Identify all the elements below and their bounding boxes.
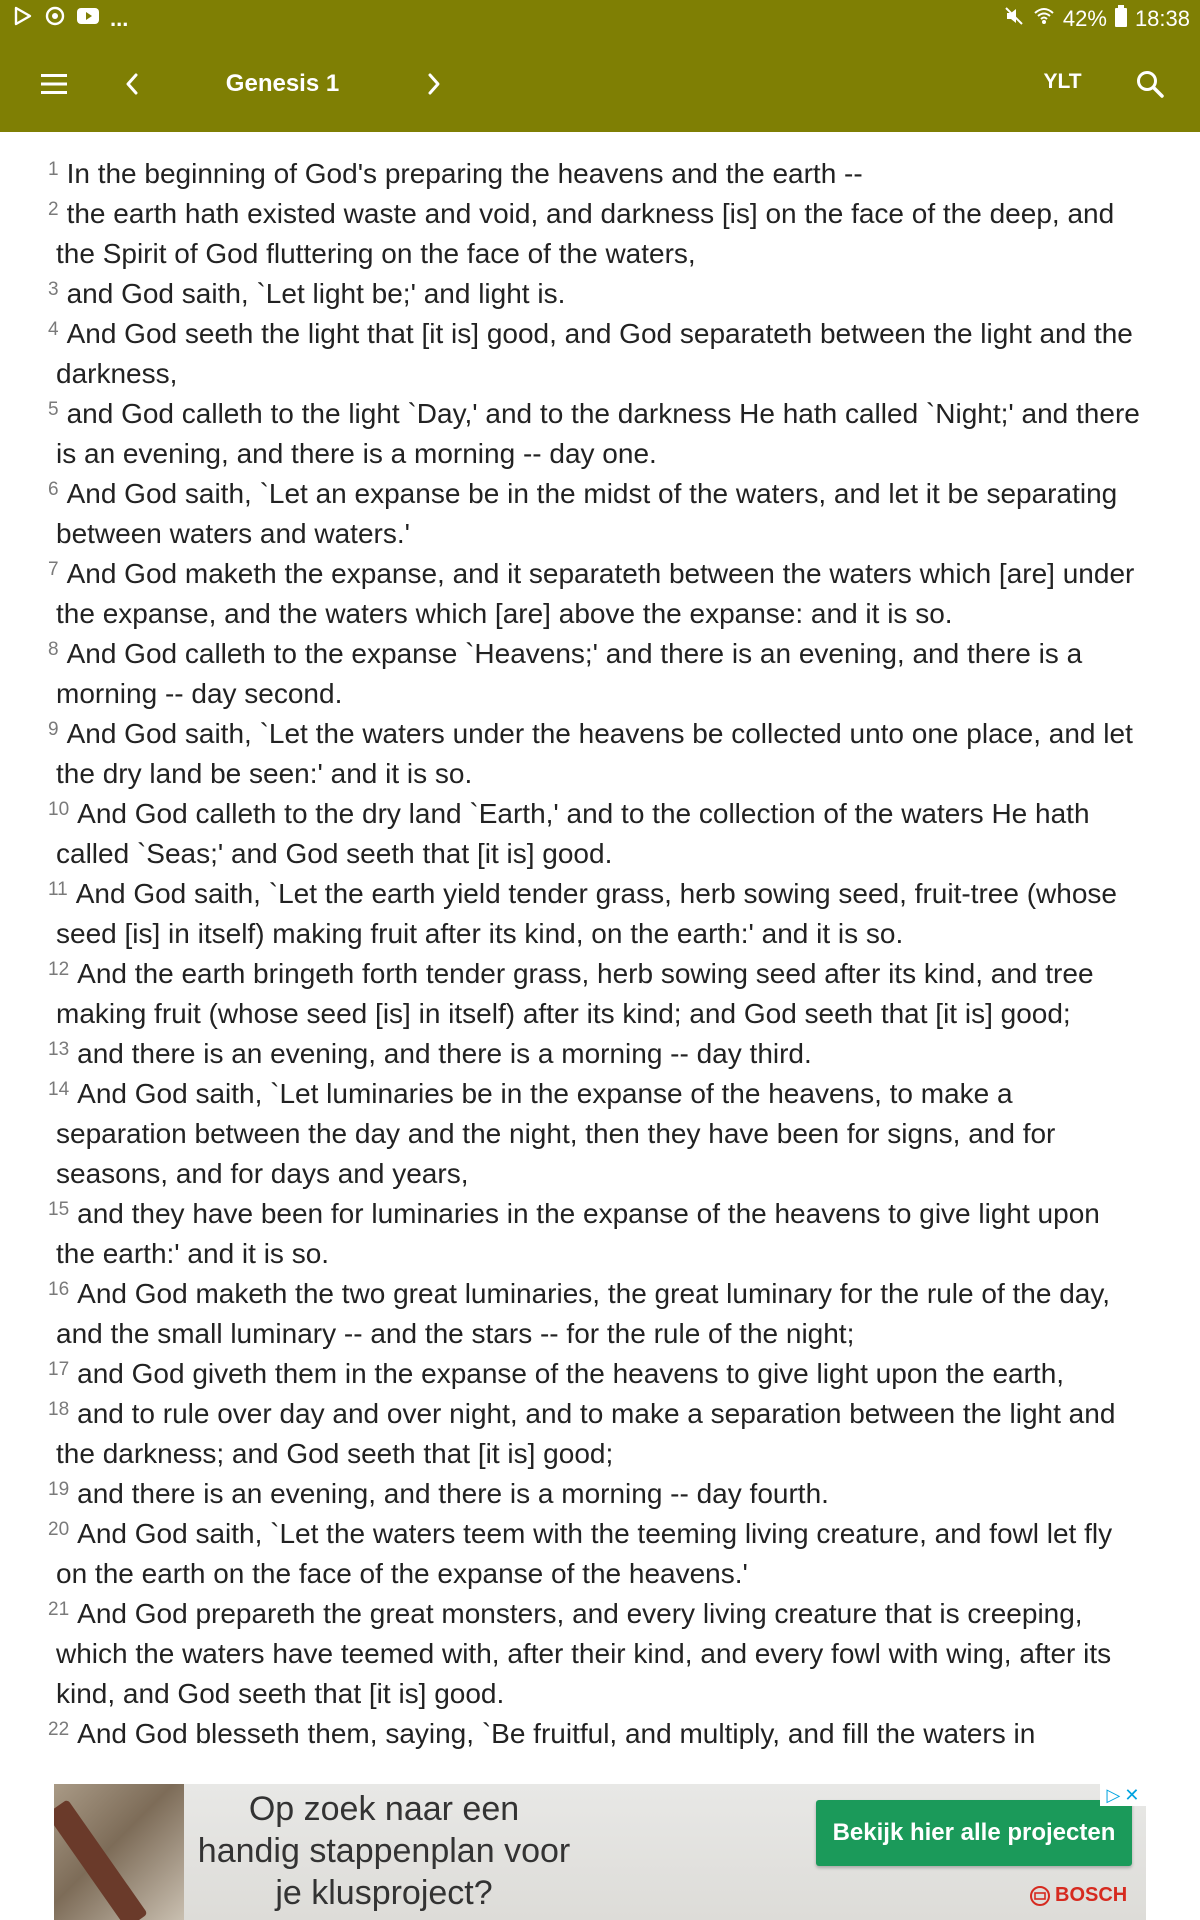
verse-text: And God calleth to the expanse `Heavens;' and there is an evening, and there is a morning -- day second. bbox=[56, 638, 1083, 709]
verse-number: 4 bbox=[48, 319, 59, 340]
verse[interactable] bbox=[48, 634, 1144, 714]
verse-text: And God maketh the expanse, and it separateth between the waters which [are] under the expanse, and the waters which [are] above the expanse: and it is so. bbox=[56, 558, 1135, 629]
next-chapter-button[interactable] bbox=[404, 54, 464, 114]
verse-number: 11 bbox=[48, 879, 68, 900]
verse-text: And God prepareth the great monsters, and every living creature that is creeping, which the waters have teemed with, after their kind, and every fowl with wing, after its kind, and God seeth that [it is] good. bbox=[56, 1598, 1112, 1709]
verse[interactable] bbox=[48, 794, 1144, 874]
verse-text: And God calleth to the dry land `Earth,' and to the collection of the waters He hath called `Seas;' and God seeth that [it is] good. bbox=[56, 798, 1090, 869]
ad-info-icon[interactable]: ▷ bbox=[1106, 1784, 1121, 1805]
verse-text: And God maketh the two great luminaries, the great luminary for the rule of the day, and the small luminary -- and the stars -- for the rule of the night; bbox=[56, 1278, 1111, 1349]
verse-list bbox=[0, 132, 1200, 1754]
verse-number: 2 bbox=[48, 199, 59, 220]
verse[interactable] bbox=[48, 874, 1144, 954]
chevron-left-icon bbox=[122, 72, 142, 96]
verse-text: And God blesseth them, saying, `Be fruitful, and multiply, and fill the waters in bbox=[77, 1718, 1036, 1749]
verse-text: and there is an evening, and there is a morning -- day fourth. bbox=[77, 1478, 829, 1509]
verse-text: And God saith, `Let the waters teem with the teeming living creature, and fowl let fly on the earth on the face of the expanse of the heavens.' bbox=[56, 1518, 1113, 1589]
chevron-right-icon bbox=[424, 72, 444, 96]
ad-banner[interactable] bbox=[54, 1784, 1146, 1920]
wifi-icon bbox=[1033, 5, 1055, 33]
verse-number: 18 bbox=[48, 1399, 70, 1420]
verse-text: the earth hath existed waste and void, and darkness [is] on the face of the deep, and the Spirit of God fluttering on the face of the waters, bbox=[56, 198, 1115, 269]
mute-icon bbox=[1003, 5, 1025, 33]
bosch-logo-icon bbox=[1029, 1885, 1051, 1907]
verse[interactable] bbox=[48, 394, 1144, 474]
status-bar bbox=[0, 0, 1200, 38]
verse-number: 7 bbox=[48, 559, 59, 580]
verse-number: 22 bbox=[48, 1719, 70, 1740]
chapter-content[interactable] bbox=[0, 132, 1200, 1784]
menu-button[interactable] bbox=[24, 54, 84, 114]
verse[interactable] bbox=[48, 1354, 1144, 1394]
ad-image bbox=[54, 1784, 184, 1920]
verse-text: and God calleth to the light `Day,' and to the darkness He hath called `Night;' and there is an evening, and there is a morning -- day one. bbox=[56, 398, 1140, 469]
verse-number: 3 bbox=[48, 279, 59, 300]
verse[interactable] bbox=[48, 714, 1144, 794]
clock: 18:38 bbox=[1134, 6, 1190, 31]
verse[interactable] bbox=[48, 1394, 1144, 1474]
ad-brand bbox=[1029, 1884, 1127, 1907]
verse[interactable] bbox=[48, 274, 1144, 314]
verse[interactable] bbox=[48, 1074, 1144, 1194]
verse[interactable] bbox=[48, 1714, 1144, 1754]
verse[interactable] bbox=[48, 1274, 1144, 1354]
verse-text: and God giveth them in the expanse of the heavens to give light upon the earth, bbox=[77, 1358, 1065, 1389]
verse-text: and they have been for luminaries in the expanse of the heavens to give light upon the earth:' and it is so. bbox=[56, 1198, 1100, 1269]
chapter-title[interactable]: Genesis 1 bbox=[225, 70, 340, 97]
play-store-icon bbox=[12, 5, 34, 33]
status-left-icons bbox=[12, 6, 128, 32]
verse-text: And God seeth the light that [it is] good, and God separateth between the light and the darkness, bbox=[56, 318, 1133, 389]
verse-number: 8 bbox=[48, 639, 59, 660]
verse-number: 1 bbox=[48, 159, 59, 180]
battery-icon bbox=[1115, 5, 1127, 33]
verse[interactable] bbox=[48, 554, 1144, 634]
verse[interactable] bbox=[48, 1194, 1144, 1274]
verse[interactable] bbox=[48, 954, 1144, 1034]
verse-number: 17 bbox=[48, 1359, 70, 1380]
verse-text: and there is an evening, and there is a morning -- day third. bbox=[77, 1038, 812, 1069]
verse-text: And God saith, `Let an expanse be in the midst of the waters, and let it be separating between waters and waters.' bbox=[56, 478, 1118, 549]
verse-number: 20 bbox=[48, 1519, 70, 1540]
verse[interactable] bbox=[48, 314, 1144, 394]
verse-number: 21 bbox=[48, 1599, 70, 1620]
verse-text: and God saith, `Let light be;' and light is. bbox=[66, 278, 566, 309]
verse[interactable] bbox=[48, 1594, 1144, 1714]
version-selector[interactable]: YLT bbox=[1043, 70, 1082, 93]
verse[interactable] bbox=[48, 474, 1144, 554]
ad-cta-button[interactable]: Bekijk hier alle projecten bbox=[816, 1800, 1132, 1866]
search-icon bbox=[1135, 69, 1165, 99]
sync-icon bbox=[44, 5, 66, 33]
more-notifications: ... bbox=[110, 6, 129, 31]
verse-text: and to rule over day and over night, and to make a separation between the light and the darkness; and God seeth that [it is] good; bbox=[56, 1398, 1116, 1469]
verse-number: 15 bbox=[48, 1199, 70, 1220]
verse-number: 9 bbox=[48, 719, 59, 740]
ad-headline: Op zoek naar een handig stappenplan voor je klusproject? bbox=[197, 1790, 571, 1912]
youtube-icon bbox=[76, 6, 100, 32]
verse-text: And God saith, `Let the waters under the heavens be collected unto one place, and let the dry land be seen:' and it is so. bbox=[56, 718, 1133, 789]
verse-text: And the earth bringeth forth tender grass, herb sowing seed after its kind, and tree making fruit (whose seed [is] in itself) after its kind; and God seeth that [it is] good; bbox=[56, 958, 1094, 1029]
battery-percent: 42% bbox=[1062, 6, 1107, 31]
previous-chapter-button[interactable] bbox=[102, 54, 162, 114]
verse[interactable] bbox=[48, 154, 1144, 194]
verse[interactable] bbox=[48, 1034, 1144, 1074]
verse-number: 6 bbox=[48, 479, 59, 500]
verse-number: 12 bbox=[48, 959, 70, 980]
verse[interactable] bbox=[48, 1474, 1144, 1514]
verse[interactable] bbox=[48, 1514, 1144, 1594]
ad-close-icon[interactable]: ✕ bbox=[1124, 1784, 1140, 1805]
verse-number: 10 bbox=[48, 799, 70, 820]
menu-icon bbox=[39, 72, 69, 96]
verse-number: 16 bbox=[48, 1279, 70, 1300]
verse-number: 19 bbox=[48, 1479, 70, 1500]
verse-text: And God saith, `Let the earth yield tender grass, herb sowing seed, fruit-tree (whose seed [is] in itself) making fruit after its kind, on the earth:' and it is so. bbox=[56, 878, 1117, 949]
verse-number: 5 bbox=[48, 399, 59, 420]
app-bar bbox=[0, 38, 1200, 132]
verse-text: And God saith, `Let luminaries be in the expanse of the heavens, to make a separation between the day and the night, then they have been for signs, and for seasons, and for days and years, bbox=[56, 1078, 1056, 1189]
ad-choices[interactable] bbox=[1100, 1784, 1146, 1806]
status-right-icons bbox=[1003, 6, 1190, 32]
verse[interactable] bbox=[48, 194, 1144, 274]
verse-number: 13 bbox=[48, 1039, 70, 1060]
ad-brand-name: BOSCH bbox=[1055, 1884, 1128, 1906]
verse-number: 14 bbox=[48, 1079, 70, 1100]
verse-text: In the beginning of God's preparing the heavens and the earth -- bbox=[66, 158, 863, 189]
search-button[interactable] bbox=[1120, 54, 1180, 114]
